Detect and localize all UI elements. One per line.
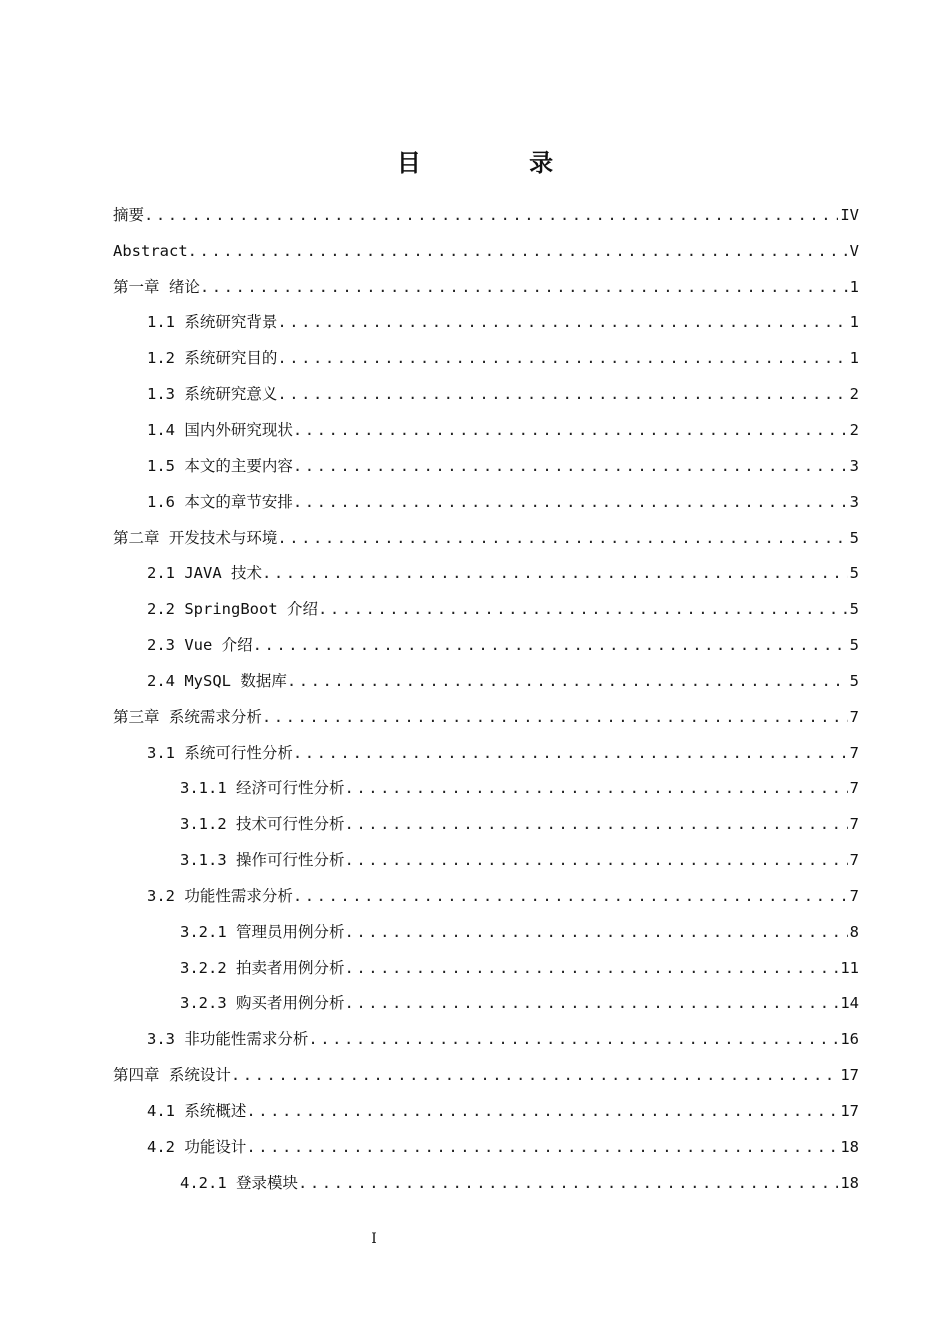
toc-entry[interactable]	[113, 555, 859, 591]
toc-entry-label: 1.1 系统研究背景	[147, 313, 278, 332]
toc-entry[interactable]	[113, 484, 859, 520]
toc-dot-leader	[277, 528, 847, 548]
toc-dot-leader	[345, 850, 848, 870]
toc-entry[interactable]	[113, 448, 859, 484]
toc-entry-page: 5	[849, 564, 859, 583]
toc-entry[interactable]	[113, 806, 859, 842]
toc-dot-leader	[293, 743, 848, 763]
toc-entry-label: 2.1 JAVA 技术	[147, 564, 262, 583]
toc-entry[interactable]	[113, 305, 859, 341]
toc-entry[interactable]	[113, 197, 859, 233]
toc-dot-leader	[277, 312, 847, 332]
toc-entry-label: 摘要	[113, 205, 145, 224]
toc-dot-leader	[345, 993, 839, 1013]
toc-entry-page: 5	[849, 671, 859, 690]
toc-entry-label: 4.1 系统概述	[147, 1102, 247, 1121]
toc-entry-page: 5	[849, 636, 859, 655]
toc-entry-label: 1.3 系统研究意义	[147, 385, 278, 404]
toc-entry-page: 7	[849, 886, 859, 905]
toc-dot-leader	[293, 492, 848, 512]
toc-entry[interactable]	[113, 340, 859, 376]
toc-dot-leader	[293, 886, 848, 906]
toc-entry-page: 2	[849, 385, 859, 404]
toc-dot-leader	[253, 635, 848, 655]
toc-entry[interactable]	[113, 986, 859, 1022]
toc-dot-leader	[231, 1065, 838, 1085]
toc-entry-label: 3.1 系统可行性分析	[147, 743, 293, 762]
toc-entry-page: 1	[849, 349, 859, 368]
toc-entry-label: 第一章 绪论	[113, 277, 200, 296]
toc-entry[interactable]	[113, 950, 859, 986]
toc-entry-page: 17	[840, 1102, 859, 1121]
toc-dot-leader	[318, 599, 848, 619]
toc-dot-leader	[188, 241, 848, 261]
toc-title: 目 录	[396, 148, 604, 177]
toc-entry-page: 18	[840, 1137, 859, 1156]
toc-entry-label: 2.2 SpringBoot 介绍	[147, 600, 318, 619]
footer-page-number: I	[371, 1231, 377, 1247]
toc-dot-leader	[308, 1029, 838, 1049]
toc-entry-label: 3.3 非功能性需求分析	[147, 1030, 309, 1049]
toc-entry[interactable]	[113, 520, 859, 556]
toc-entry-page: 7	[849, 779, 859, 798]
toc-dot-leader	[262, 707, 848, 727]
toc-entry-page: 16	[840, 1030, 859, 1049]
toc-entry-label: 2.4 MySQL 数据库	[147, 671, 287, 690]
toc-dot-leader	[277, 384, 847, 404]
toc-entry[interactable]	[113, 1021, 859, 1057]
toc-entry-label: 4.2 功能设计	[147, 1137, 247, 1156]
toc-entry-label: 3.1.3 操作可行性分析	[180, 851, 345, 870]
toc-entry-page: IV	[840, 205, 859, 224]
toc-entry-label: 3.2.1 管理员用例分析	[180, 922, 345, 941]
toc-entry-label: 4.2.1 登录模块	[180, 1173, 298, 1192]
toc-entry-page: 1	[849, 313, 859, 332]
toc-dot-leader	[277, 348, 847, 368]
toc-entry-label: 第四章 系统设计	[113, 1066, 231, 1085]
toc-entry-page: 3	[849, 456, 859, 475]
toc-entry-label: 1.2 系统研究目的	[147, 349, 278, 368]
toc-entry-label: 第三章 系统需求分析	[113, 707, 262, 726]
toc-dot-leader	[298, 1173, 838, 1193]
toc-entry[interactable]	[113, 771, 859, 807]
toc-entry-page: 2	[849, 420, 859, 439]
toc-entry-page: 11	[840, 958, 859, 977]
toc-entry[interactable]	[113, 735, 859, 771]
toc-dot-leader	[345, 922, 848, 942]
toc-dot-leader	[200, 277, 848, 297]
toc-dot-leader	[293, 456, 848, 476]
toc-entry-label: 1.5 本文的主要内容	[147, 456, 293, 475]
toc-entry[interactable]	[113, 269, 859, 305]
toc-entry-page: 7	[849, 815, 859, 834]
toc-entry[interactable]	[113, 878, 859, 914]
toc-entry[interactable]	[113, 663, 859, 699]
toc-entry-page: 3	[849, 492, 859, 511]
toc-entry-label: 1.6 本文的章节安排	[147, 492, 293, 511]
toc-entry[interactable]	[113, 699, 859, 735]
toc-entry-page: 8	[849, 922, 859, 941]
toc-entry[interactable]	[113, 1129, 859, 1165]
toc-dot-leader	[287, 671, 848, 691]
toc-entry[interactable]	[113, 627, 859, 663]
toc-entry-label: 3.2.2 拍卖者用例分析	[180, 958, 345, 977]
toc-entry-label: 3.1.2 技术可行性分析	[180, 815, 345, 834]
toc-entry-label: 第二章 开发技术与环境	[113, 528, 278, 547]
toc-entry-page: 7	[849, 851, 859, 870]
toc-dot-leader	[345, 958, 839, 978]
toc-entry-label: 3.2.3 购买者用例分析	[180, 994, 345, 1013]
toc-entry[interactable]	[113, 376, 859, 412]
toc-entry-page: 7	[849, 743, 859, 762]
toc-entry[interactable]	[113, 842, 859, 878]
toc-entry-page: 17	[840, 1066, 859, 1085]
toc-entry-page: 5	[849, 600, 859, 619]
toc-dot-leader	[144, 205, 838, 225]
toc-entry-label: 1.4 国内外研究现状	[147, 420, 293, 439]
toc-entry-label: 3.1.1 经济可行性分析	[180, 779, 345, 798]
toc-dot-leader	[345, 814, 848, 834]
toc-entry-page: 14	[840, 994, 859, 1013]
toc-dot-leader	[246, 1101, 838, 1121]
toc-dot-leader	[246, 1137, 838, 1157]
toc-entry[interactable]	[113, 1057, 859, 1093]
toc-entry-label: 3.2 功能性需求分析	[147, 886, 293, 905]
table-of-contents	[113, 197, 859, 1201]
toc-dot-leader	[345, 778, 848, 798]
toc-entry[interactable]	[113, 1165, 859, 1201]
toc-entry-page: 1	[849, 277, 859, 296]
toc-entry[interactable]	[113, 591, 859, 627]
toc-entry-page: 18	[840, 1173, 859, 1192]
toc-dot-leader	[262, 563, 848, 583]
toc-entry-label: 2.3 Vue 介绍	[147, 636, 253, 655]
toc-entry[interactable]	[113, 914, 859, 950]
toc-entry-label: Abstract	[113, 241, 188, 260]
toc-entry-page: V	[849, 241, 859, 260]
toc-entry[interactable]	[113, 412, 859, 448]
toc-entry[interactable]	[113, 1093, 859, 1129]
toc-entry-page: 7	[849, 707, 859, 726]
toc-entry[interactable]	[113, 233, 859, 269]
toc-entry-page: 5	[849, 528, 859, 547]
toc-dot-leader	[293, 420, 848, 440]
